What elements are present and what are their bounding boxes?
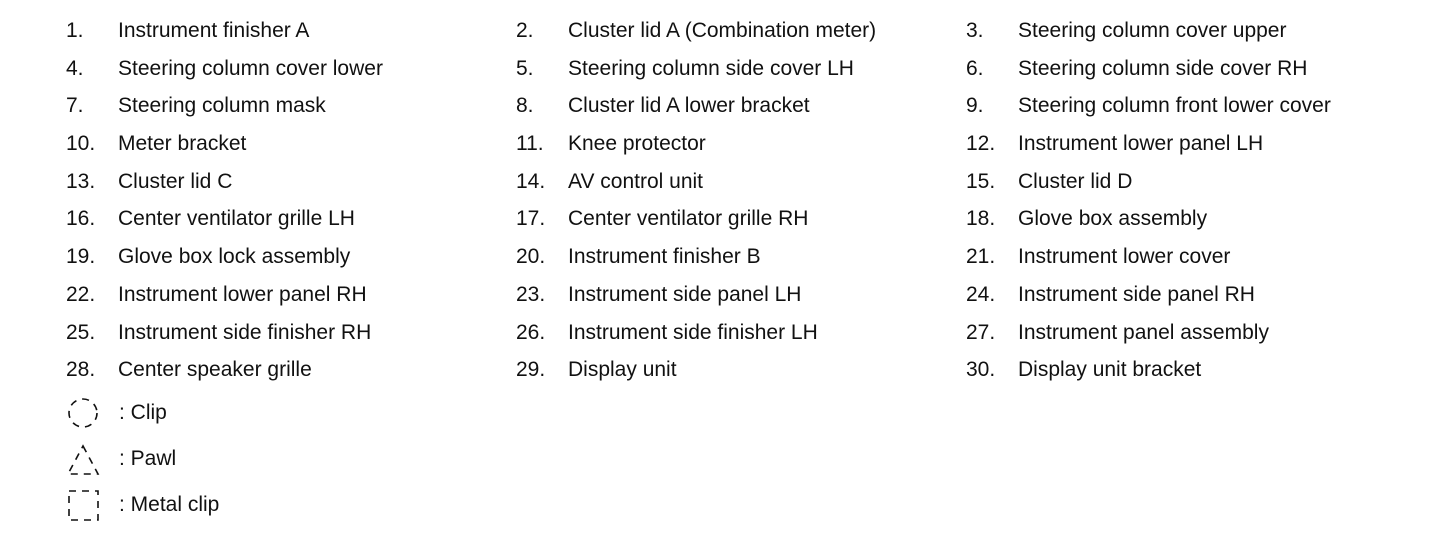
- part-name: Meter bracket: [118, 132, 247, 156]
- part-item: [66, 12, 309, 50]
- part-item: [516, 87, 810, 125]
- part-name: Center speaker grille: [118, 358, 312, 382]
- part-number: 26.: [516, 320, 546, 344]
- part-name: Center ventilator grille RH: [568, 207, 809, 231]
- parts-row: [0, 351, 1440, 389]
- part-number: 28.: [66, 358, 96, 382]
- part-name: Instrument finisher B: [568, 245, 761, 269]
- part-number: 12.: [966, 132, 996, 156]
- part-name: Instrument side panel RH: [1018, 282, 1255, 306]
- part-item: [66, 125, 246, 163]
- part-name: Display unit: [568, 358, 677, 382]
- part-number: 5.: [516, 56, 534, 80]
- legend-pawl: [66, 441, 466, 477]
- parts-list: [0, 12, 1440, 389]
- part-name: Glove box assembly: [1018, 207, 1208, 231]
- part-name: Instrument lower panel LH: [1018, 132, 1264, 156]
- part-item: [516, 125, 706, 163]
- part-item: [966, 238, 1230, 276]
- part-number: 11.: [516, 132, 544, 156]
- legend-clip: [66, 395, 466, 431]
- part-name: Steering column side cover LH: [568, 56, 854, 80]
- part-item: [516, 163, 703, 201]
- parts-row: [0, 200, 1440, 238]
- part-number: 23.: [516, 282, 546, 306]
- part-name: Instrument lower cover: [1018, 245, 1231, 269]
- part-name: Instrument panel assembly: [1018, 320, 1269, 344]
- part-number: 24.: [966, 282, 996, 306]
- part-name: Knee protector: [568, 132, 706, 156]
- part-item: [66, 314, 371, 352]
- part-item: [516, 12, 876, 50]
- part-number: 27.: [966, 320, 996, 344]
- part-item: [966, 12, 1286, 50]
- part-item: [516, 351, 677, 389]
- part-name: Steering column front lower cover: [1018, 94, 1331, 118]
- legend-label: : Pawl: [119, 447, 177, 470]
- part-number: 8.: [516, 94, 534, 118]
- part-number: 21.: [966, 245, 996, 269]
- part-number: 1.: [66, 19, 84, 42]
- part-name: Steering column side cover RH: [1018, 56, 1308, 80]
- part-number: 22.: [66, 282, 96, 306]
- part-number: 14.: [516, 169, 546, 193]
- part-item: [66, 163, 232, 201]
- part-name: Instrument finisher A: [118, 19, 310, 42]
- part-name: Instrument side panel LH: [568, 282, 802, 306]
- part-item: [66, 50, 383, 88]
- legend-label: : Metal clip: [119, 493, 220, 516]
- part-number: 10.: [66, 132, 96, 156]
- part-name: Cluster lid A lower bracket: [568, 94, 810, 118]
- part-number: 2.: [516, 19, 534, 42]
- parts-row: [0, 87, 1440, 125]
- part-number: 4.: [66, 56, 84, 80]
- part-item: [966, 200, 1207, 238]
- parts-row: [0, 238, 1440, 276]
- part-name: Center ventilator grille LH: [118, 207, 355, 231]
- parts-row: [0, 12, 1440, 50]
- part-name: Steering column cover lower: [118, 56, 383, 80]
- part-number: 7.: [66, 94, 84, 118]
- part-number: 20.: [516, 245, 546, 269]
- part-item: [66, 200, 355, 238]
- part-name: Instrument side finisher RH: [118, 320, 372, 344]
- part-item: [516, 200, 808, 238]
- parts-row: [0, 276, 1440, 314]
- legend-label: : Clip: [119, 401, 167, 424]
- part-number: 9.: [966, 94, 984, 118]
- part-number: 17.: [516, 207, 546, 231]
- part-number: 25.: [66, 320, 96, 344]
- legend-metal-clip: [66, 487, 466, 523]
- part-name: Cluster lid D: [1018, 169, 1133, 193]
- dashed-square-icon: [66, 487, 102, 523]
- part-item: [966, 125, 1263, 163]
- parts-row: [0, 125, 1440, 163]
- part-number: 30.: [966, 358, 996, 382]
- part-item: [66, 238, 350, 276]
- part-number: 16.: [66, 207, 96, 231]
- part-name: Instrument lower panel RH: [118, 282, 367, 306]
- part-item: [966, 87, 1331, 125]
- parts-row: [0, 50, 1440, 88]
- part-item: [66, 87, 326, 125]
- part-name: Glove box lock assembly: [118, 245, 351, 269]
- part-number: 29.: [516, 358, 546, 382]
- part-name: AV control unit: [568, 169, 704, 193]
- part-number: 13.: [66, 169, 96, 193]
- part-name: Steering column cover upper: [1018, 19, 1287, 42]
- part-item: [966, 276, 1255, 314]
- part-item: [966, 50, 1307, 88]
- part-item: [966, 351, 1201, 389]
- part-item: [66, 351, 312, 389]
- part-item: [966, 163, 1132, 201]
- part-name: Cluster lid A (Combination meter): [568, 19, 877, 42]
- part-item: [966, 314, 1269, 352]
- part-number: 15.: [966, 169, 996, 193]
- part-name: Instrument side finisher LH: [568, 320, 818, 344]
- part-item: [516, 50, 854, 88]
- part-item: [516, 314, 818, 352]
- dashed-circle-icon: [66, 395, 102, 431]
- part-name: Display unit bracket: [1018, 358, 1202, 382]
- part-name: Steering column mask: [118, 94, 326, 118]
- part-number: 18.: [966, 207, 996, 231]
- part-number: 3.: [966, 19, 984, 42]
- parts-row: [0, 163, 1440, 201]
- part-item: [66, 276, 367, 314]
- part-item: [516, 238, 761, 276]
- part-name: Cluster lid C: [118, 169, 233, 193]
- part-number: 19.: [66, 245, 96, 269]
- part-number: 6.: [966, 56, 984, 80]
- part-item: [516, 276, 801, 314]
- dashed-triangle-icon: [66, 441, 102, 477]
- parts-row: [0, 314, 1440, 352]
